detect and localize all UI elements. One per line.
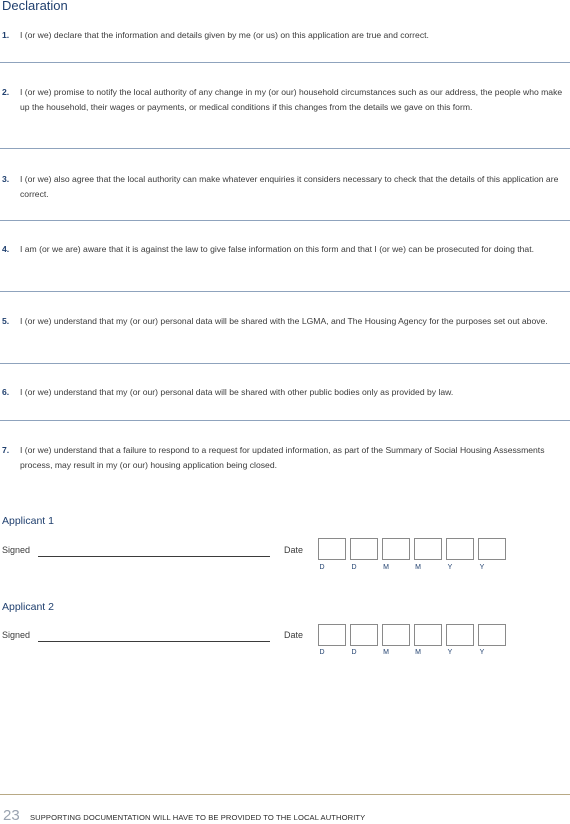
item-text: I (or we) also agree that the local authority can make whatever enquiries it considers necessary to check that the details of this application are correct. — [20, 174, 559, 199]
item-text: I (or we) understand that a failure to respond to a request for updated information, as part of the Summary of Social Housing Assessments process, may result in my (or our) housing application being closed. — [20, 445, 545, 470]
item-number: 7. — [2, 445, 10, 455]
divider — [0, 363, 570, 364]
item-number: 2. — [2, 87, 10, 97]
date-label: Date — [284, 630, 304, 640]
item-number: 4. — [2, 244, 10, 254]
date-letter: D — [319, 564, 325, 571]
divider — [0, 148, 570, 149]
applicant-1-date-box-d1[interactable] — [318, 538, 346, 560]
applicant-2-title: Applicant 2 — [2, 601, 54, 613]
item-text: I (or we) declare that the information and details given by me (or us) on this application are true and correct. — [20, 30, 429, 40]
applicant-2-date-box-d1[interactable] — [318, 624, 346, 646]
item-number: 1. — [2, 30, 10, 40]
applicant-2-date-box-m1[interactable] — [382, 624, 410, 646]
section-heading: Declaration — [2, 0, 68, 13]
applicant-1-date-box-y1[interactable] — [446, 538, 474, 560]
applicant-1-title: Applicant 1 — [2, 515, 54, 527]
applicant-2-date-box-m2[interactable] — [414, 624, 442, 646]
page-number: 23 — [3, 807, 20, 824]
item-number: 3. — [2, 174, 10, 184]
date-letter: D — [319, 649, 325, 656]
date-label: Date — [284, 545, 304, 555]
date-letter: Y — [479, 649, 485, 656]
divider — [0, 420, 570, 421]
divider — [0, 291, 570, 292]
footer-text: SUPPORTING DOCUMENTATION WILL HAVE TO BE PROVIDED TO THE LOCAL AUTHORITY — [30, 813, 366, 822]
date-letter: D — [351, 564, 357, 571]
applicant-1-date-box-m2[interactable] — [414, 538, 442, 560]
date-letter: M — [383, 649, 389, 656]
date-letter: M — [415, 564, 421, 571]
applicant-1-date-box-m1[interactable] — [382, 538, 410, 560]
item-text: I (or we) understand that my (or our) personal data will be shared with other public bodies only as provided by law. — [20, 387, 454, 397]
footer-divider — [0, 794, 570, 795]
item-number: 6. — [2, 387, 10, 397]
date-letter: M — [415, 649, 421, 656]
applicant-2-signature-field[interactable] — [38, 641, 270, 642]
date-letter: M — [383, 564, 389, 571]
item-text: I (or we) promise to notify the local authority of any change in my (or our) household circumstances such as our address, the people who make up the household, their wages or payments, or medical conditions if this changes from the details we gave on this form. — [20, 87, 563, 112]
applicant-1-date-box-y2[interactable] — [478, 538, 506, 560]
divider — [0, 62, 570, 63]
item-text: I am (or we are) aware that it is against the law to give false information on this form and that I (or we) can be prosecuted for doing that. — [20, 244, 534, 254]
item-text: I (or we) understand that my (or our) personal data will be shared with the LGMA, and The Housing Agency for the purposes set out above. — [20, 316, 548, 326]
item-number: 5. — [2, 316, 10, 326]
applicant-2-date-box-y2[interactable] — [478, 624, 506, 646]
divider — [0, 220, 570, 221]
date-letter: Y — [479, 564, 485, 571]
applicant-2-date-box-d2[interactable] — [350, 624, 378, 646]
date-letter: Y — [447, 649, 453, 656]
applicant-2-date-box-y1[interactable] — [446, 624, 474, 646]
date-letter: D — [351, 649, 357, 656]
applicant-1-signature-field[interactable] — [38, 556, 270, 557]
signed-label: Signed — [2, 630, 31, 640]
date-letter: Y — [447, 564, 453, 571]
applicant-1-date-box-d2[interactable] — [350, 538, 378, 560]
signed-label: Signed — [2, 545, 31, 555]
